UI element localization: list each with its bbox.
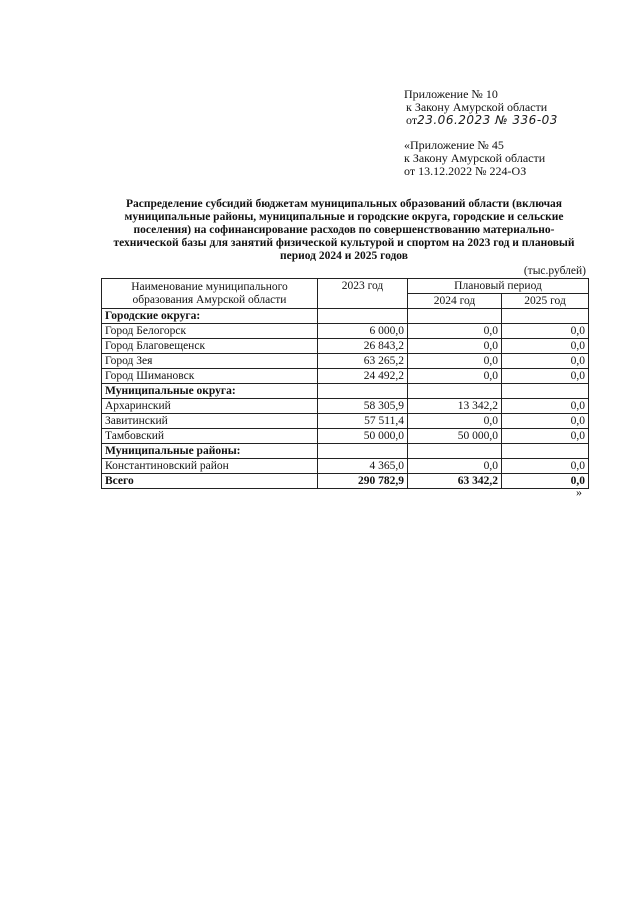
table-row	[102, 399, 589, 414]
cell-2024: 0,0	[408, 459, 502, 474]
cell-2024: 63 342,2	[408, 474, 502, 489]
table-row	[102, 429, 589, 444]
cell-2023	[318, 444, 408, 459]
cell-name: Архаринский	[102, 399, 318, 414]
group-row	[102, 384, 589, 399]
header-2025: 2025 год	[502, 294, 589, 309]
cell-2025: 0,0	[502, 324, 589, 339]
unit-label: (тыс.рублей)	[523, 265, 586, 277]
cell-name: Всего	[102, 474, 318, 489]
cell-name: Городские округа:	[102, 309, 318, 324]
cell-2024: 50 000,0	[408, 429, 502, 444]
cell-2024: 0,0	[408, 414, 502, 429]
cell-2024	[408, 309, 502, 324]
cell-name: Завитинский	[102, 414, 318, 429]
cell-2023: 24 492,2	[318, 369, 408, 384]
cell-2024	[408, 444, 502, 459]
law-reference: к Закону Амурской области	[406, 100, 548, 114]
cell-2025: 0,0	[502, 339, 589, 354]
cell-2024: 0,0	[408, 324, 502, 339]
cell-2023: 63 265,2	[318, 354, 408, 369]
header-plan: Плановый период	[408, 279, 589, 294]
cell-2023: 4 365,0	[318, 459, 408, 474]
cell-2025	[502, 384, 589, 399]
appendix-number: Приложение № 10	[404, 87, 498, 101]
cell-2023: 290 782,9	[318, 474, 408, 489]
cell-2025: 0,0	[502, 429, 589, 444]
cell-name: Город Белогорск	[102, 324, 318, 339]
cell-name: Константиновский район	[102, 459, 318, 474]
cell-name: Муниципальные округа:	[102, 384, 318, 399]
cell-2025	[502, 444, 589, 459]
table-row	[102, 354, 589, 369]
header-name: Наименование муниципального образования Амурской области	[102, 279, 318, 309]
law-date-line	[404, 114, 558, 127]
cell-2024: 0,0	[408, 369, 502, 384]
group-row	[102, 444, 589, 459]
header-block	[404, 88, 558, 127]
header-2023: 2023 год	[318, 279, 408, 309]
cell-2025: 0,0	[502, 414, 589, 429]
previous-law-date: от 13.12.2022 № 224-ОЗ	[404, 164, 527, 178]
cell-2023	[318, 384, 408, 399]
cell-name: Муниципальные районы:	[102, 444, 318, 459]
cell-2023: 26 843,2	[318, 339, 408, 354]
cell-2023	[318, 309, 408, 324]
previous-appendix-number: «Приложение № 45	[404, 138, 504, 152]
cell-name: Город Зея	[102, 354, 318, 369]
table-row	[102, 324, 589, 339]
cell-2025: 0,0	[502, 354, 589, 369]
group-row	[102, 309, 589, 324]
cell-2024: 0,0	[408, 354, 502, 369]
table-row	[102, 369, 589, 384]
cell-2023: 57 511,4	[318, 414, 408, 429]
cell-2025: 0,0	[502, 474, 589, 489]
cell-2024: 13 342,2	[408, 399, 502, 414]
table-row	[102, 339, 589, 354]
cell-2023: 50 000,0	[318, 429, 408, 444]
table-row	[102, 414, 589, 429]
handwritten-date: 23.06.2023 № 336-03	[417, 113, 558, 127]
cell-2025	[502, 309, 589, 324]
document-title: Распределение субсидий бюджетам муниципальных образований области (включая муниципальные районы, муниципальные и городские округа, городские и сельские поселения) на софинансирование расходов по совершенствованию материально-технической базы для занятий физической культурой и спортом на 2023 год и плановый период 2024 и 2025 годов	[113, 198, 575, 262]
cell-name: Город Шимановск	[102, 369, 318, 384]
table-row	[102, 459, 589, 474]
previous-appendix-block	[404, 139, 545, 178]
total-row	[102, 474, 589, 489]
date-prefix: от	[406, 113, 418, 127]
subsidy-table	[101, 278, 589, 489]
cell-2025: 0,0	[502, 369, 589, 384]
cell-2024	[408, 384, 502, 399]
cell-name: Город Благовещенск	[102, 339, 318, 354]
cell-2023: 6 000,0	[318, 324, 408, 339]
cell-2024: 0,0	[408, 339, 502, 354]
header-2024: 2024 год	[408, 294, 502, 309]
closing-quote: »	[576, 485, 582, 499]
cell-2025: 0,0	[502, 399, 589, 414]
cell-2023: 58 305,9	[318, 399, 408, 414]
cell-2025: 0,0	[502, 459, 589, 474]
cell-name: Тамбовский	[102, 429, 318, 444]
previous-law-reference: к Закону Амурской области	[404, 151, 546, 165]
